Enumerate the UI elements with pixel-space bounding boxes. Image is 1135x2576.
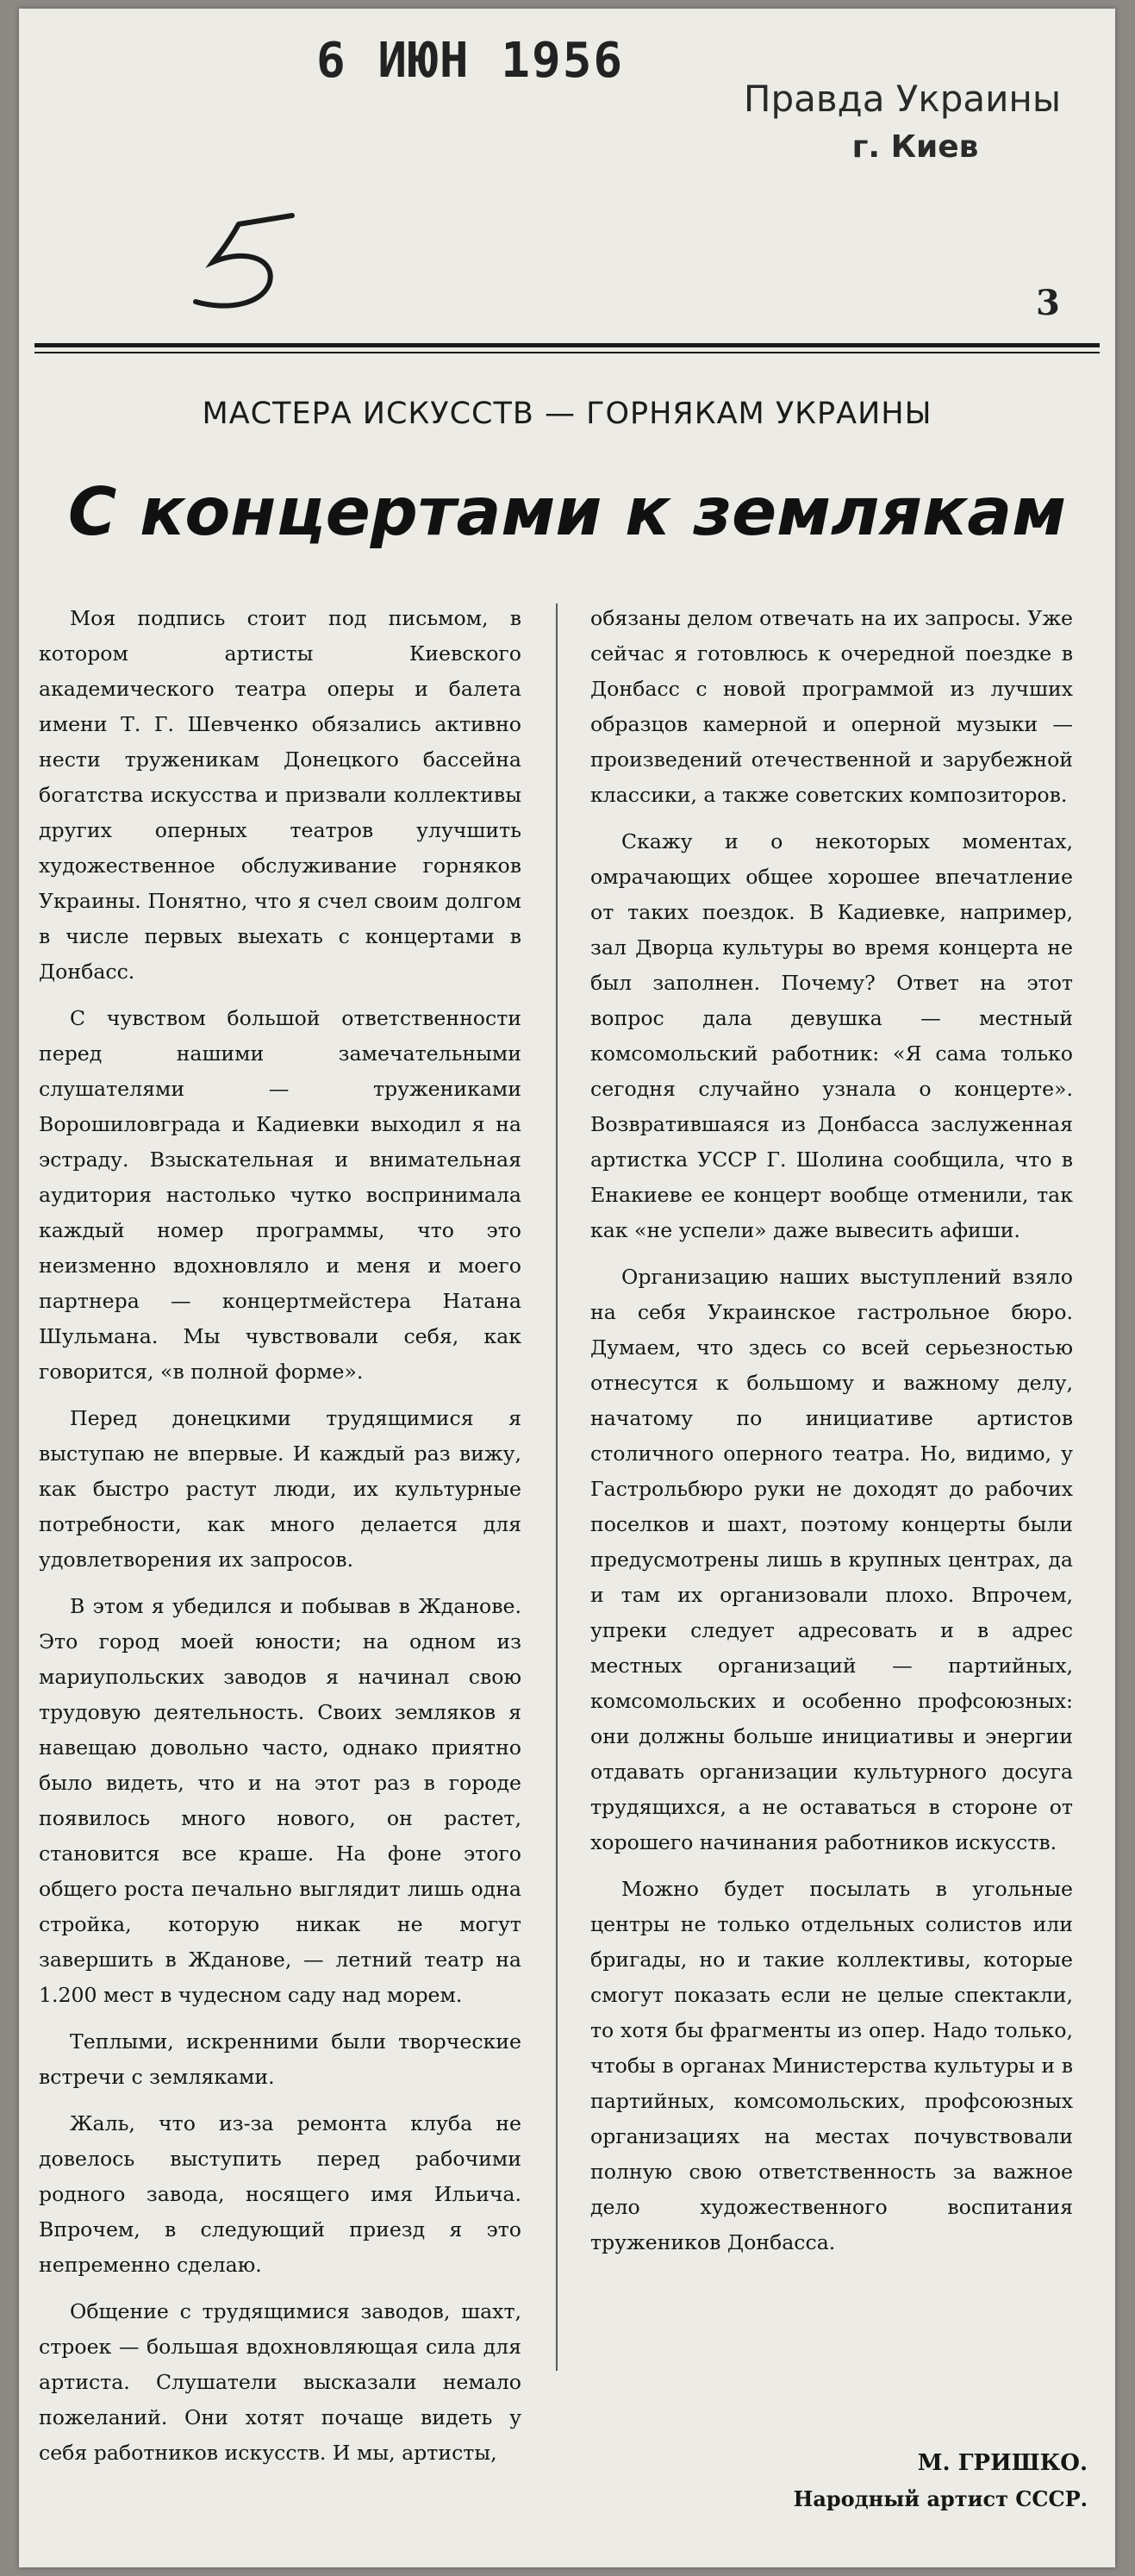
paragraph: Скажу и о некоторых моментах, омрачающих общее хорошее впечатление от таких поездок. В Кадиевке, например, зал Дворца культуры во время концерта не был заполнен. Почему? Ответ на этот вопрос дала девушка — местный комсомольский работник: «Я сама только сегодня случайно узнала о концерте». Возвратившаяся из Донбасса заслуженная артистка УССР Г. Шолина сообщила, что в Енакиеве ее концерт вообще отменили, так как «не успели» даже вывесить афиши. (590, 829, 1073, 1242)
page-number: 3 (1036, 283, 1060, 323)
header-rule (34, 343, 1100, 347)
handwritten-number-mark (178, 209, 308, 321)
newspaper-clipping (19, 9, 1115, 2567)
section-rubric: МАСТЕРА ИСКУССТВ — ГОРНЯКАМ УКРАИНЫ (202, 397, 932, 431)
paragraph: Теплыми, искренними были творческие встречи с земляками. (39, 2029, 521, 2089)
author-title: Народный артист СССР. (793, 2486, 1088, 2511)
paragraph: Жаль, что из-за ремонта клуба не довелось выступить перед рабочими родного завода, носящего имя Ильича. Впрочем, в следующий приезд я это непременно сделаю. (39, 2111, 521, 2277)
paragraph: С чувством большой ответственности перед нашими замечательными слушателями — тружениками Ворошиловграда и Кадиевки выходил я на эстраду. Взыскательная и внимательная аудитория настолько чутко воспринимала каждый номер программы, что это неизменно вдохновляло и меня и моего партнера — концертмейстера Натана Шульмана. Мы чувствовали себя, как говорится, «в полной форме». (39, 1006, 521, 1384)
paragraph: Перед донецкими трудящимися я выступаю не впервые. И каждый раз вижу, как быстро растут люди, их культурные потребности, как много делается для удовлетворения их запросов. (39, 1406, 521, 1572)
author-name: М. ГРИШКО. (917, 2450, 1088, 2476)
paragraph: Организацию наших выступлений взяло на себя Украинское гастрольное бюро. Думаем, что здесь со всей серьезностью отнесутся к большому и важному делу, начатому по инициативе артистов столичного оперного театра. Но, видимо, у Гастрольбюро руки не доходят до рабочих поселков и шахт, поэтому концерты были предусмотрены лишь в крупных центрах, да и там их организовали плохо. Впрочем, упреки следует адресовать и в адрес местных организаций — партийных, комсомольских и особенно профсоюзных: они должны больше инициативы и энергии отдавать организации культурного досуга трудящихся, а не оставаться в стороне от хорошего начинания работников искусств. (590, 1265, 1073, 1854)
paragraph-continuation: обязаны делом отвечать на их запросы. Уже сейчас я готовлюсь к очередной поездке в Донбасс с новой программой из лучших образцов камерной и оперной музыки — произведений отечественной и зарубежной классики, а также советских композиторов. (590, 606, 1073, 807)
header-rule-thin (34, 352, 1100, 353)
paragraph: Можно будет посылать в угольные центры не только отдельных солистов или бригады, но и такие коллективы, которые смогут показать если не целые спектакли, то хотя бы фрагменты из опер. Надо только, чтобы в органах Министерства культуры и в партийных, комсомольских, профсоюзных организациях на местах почувствовали полную свою ответственность за важное дело художественного воспитания тружеников Донбасса. (590, 1877, 1073, 2254)
date-stamp: 6 ИЮН 1956 (316, 33, 625, 89)
article-headline: С концертами к землякам (67, 474, 1067, 551)
article-column-right (590, 601, 1073, 2272)
column-divider (556, 603, 558, 2371)
article-column-left (39, 601, 521, 2482)
paragraph: Общение с трудящимися заводов, шахт, строек — большая вдохновляющая сила для артиста. Слушатели высказали немало пожеланий. Они хотят почаще видеть у себя работников искусств. И мы, артисты, (39, 2299, 521, 2465)
source-city: г. Киев (851, 129, 979, 165)
paragraph: Моя подпись стоит под письмом, в котором артисты Киевского академического театра оперы и балета имени Т. Г. Шевченко обязались активно нести труженикам Донецкого бассейна богатства искусства и призвали коллективы других оперных театров улучшить художественное обслуживание горняков Украины. Понятно, что я счел своим долгом в числе первых выехать с концертами в Донбасс. (39, 606, 521, 984)
source-newspaper-name: Правда Украины (743, 78, 1062, 120)
paragraph: В этом я убедился и побывав в Жданове. Это город моей юности; на одном из мариупольских заводов я начинал свою трудовую деятельность. Своих земляков я навещаю довольно часто, однако приятно было видеть, что и на этот раз в городе появилось много нового, он растет, становится все краше. На фоне этого общего роста печально выглядит лишь одна стройка, которую никак не могут завершить в Жданове, — летний театр на 1.200 мест в чудесном саду над морем. (39, 1594, 521, 2007)
